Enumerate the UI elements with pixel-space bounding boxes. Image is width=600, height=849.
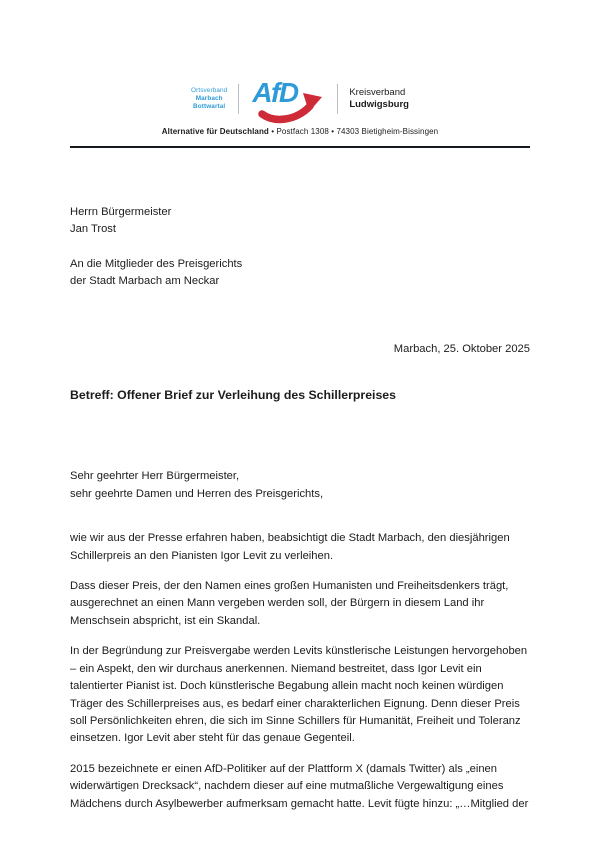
postal-rest: • Postfach 1308 • 74303 Bietigheim-Bissingen xyxy=(268,127,439,136)
salutation-line: Sehr geehrter Herr Bürgermeister, xyxy=(70,470,240,483)
letter-body xyxy=(0,204,600,813)
letterhead-divider xyxy=(337,84,338,114)
date-line: Marbach, 25. Oktober 2025 xyxy=(393,342,530,355)
salutation xyxy=(70,468,530,503)
postal-line xyxy=(0,127,600,136)
letterhead-divider xyxy=(238,84,239,114)
salutation-line: sehr geehrte Damen und Herren des Preisgerichts, xyxy=(70,487,324,500)
letterhead xyxy=(0,0,600,148)
recipient-block xyxy=(70,204,530,239)
afd-wordmark-text: AfD xyxy=(252,77,298,108)
ortsverband-line2: Marbach xyxy=(195,95,223,102)
postal-org: Alternative für Deutschland xyxy=(161,127,269,136)
afd-logo xyxy=(0,76,600,122)
recipient-line: der Stadt Marbach am Neckar xyxy=(70,275,220,288)
subject-line: Betreff: Offener Brief zur Verleihung des Schillerpreises xyxy=(70,388,396,403)
body-paragraph: 2015 bezeichnete er einen AfD-Politiker auf der Plattform X (damals Twitter) als „einen widerwärtigen Drecksack“, nachdem dieser auf eine mutmaßliche Vergewaltigung eines Mädchens durch Asylbewerber aufmerksam gemacht hatte. Levit fügte hinzu: „…Mitglied der xyxy=(70,762,529,810)
afd-arrow-icon xyxy=(256,88,328,124)
body-paragraph: wie wir aus der Presse erfahren haben, beabsichtigt die Stadt Marbach, den diesjährigen Schillerpreis an den Pianisten Igor Levit zu verleihen. xyxy=(70,532,510,562)
body-paragraph: In der Begründung zur Preisvergabe werden Levits künstlerische Leistungen hervorgehoben – ein Aspekt, den wir durchaus anerkennen. Niemand bestreitet, dass Igor Levit ein talentierter Pianist ist. Doch künstlerische Begabung allein macht noch keinen würdigen Träger des Schillerpreises aus, es bedarf einer charakterlichen Eignung. Denn dieser Preis soll Persönlichkeiten ehren, die sich im Sinne Schillers für Humanität, Freiheit und Toleranz einsetzen. Igor Levit aber steht für das genaue Gegenteil. xyxy=(70,645,528,745)
kreisverband-line1: Kreisverband xyxy=(349,87,406,98)
letterhead-rule xyxy=(70,146,530,148)
recipient-line: Herrn Bürgermeister xyxy=(70,206,172,218)
recipient-block xyxy=(70,256,530,291)
ortsverband-line1: Ortsverband xyxy=(191,87,228,94)
kreisverband-label xyxy=(349,87,409,111)
recipient-line: An die Mitglieder des Preisgerichts xyxy=(70,257,243,270)
kreisverband-line2: Ludwigsburg xyxy=(349,99,409,110)
ortsverband-label xyxy=(191,87,227,111)
recipient-line: Jan Trost xyxy=(70,223,117,236)
afd-wordmark xyxy=(250,76,326,122)
ortsverband-line3: Bottwartal xyxy=(193,103,226,110)
body-paragraph: Dass dieser Preis, der den Namen eines großen Humanisten und Freiheitsdenkers trägt, ausgerechnet an einen Mann vergeben werden soll, der Bürgern in diesem Land ihr Menschsein abspricht, ist ein Skandal. xyxy=(70,580,509,627)
